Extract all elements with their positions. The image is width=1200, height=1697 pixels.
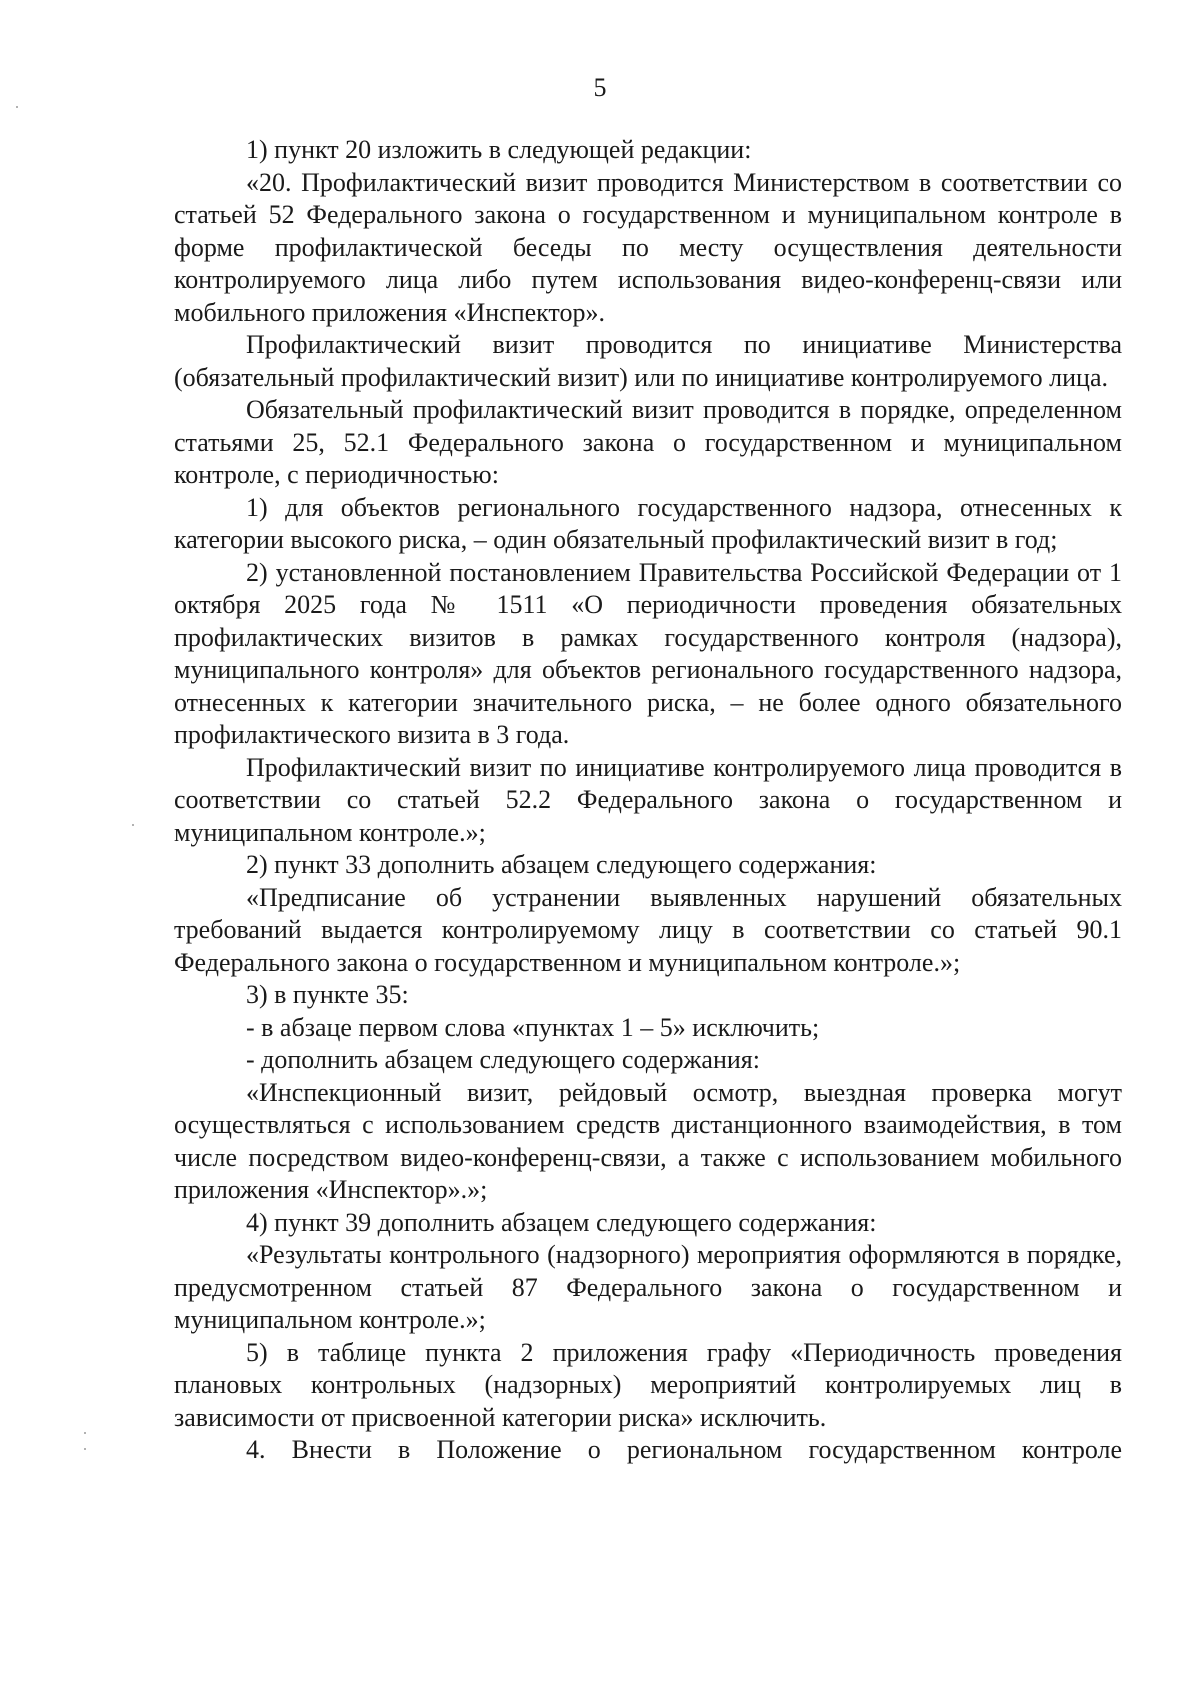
scan-speck (132, 824, 134, 826)
paragraph: 3) в пункте 35: (246, 980, 409, 1009)
paragraph: «Результаты контрольного (надзорного) мероприятия оформляются в порядке, предусмотренном статьей 87 Федерального закона о государственном и муниципальном контроле.»; (174, 1240, 1122, 1334)
paragraph: 5) в таблице пункта 2 приложения графу «Периодичность проведения плановых контрольных (надзорных) мероприятий контролируемых лиц в зависимости от присвоенной категории риска» исключить. (174, 1337, 1122, 1432)
paragraph: - дополнить абзацем следующего содержания: (246, 1045, 760, 1074)
paragraph: 1) пункт 20 изложить в следующей редакции: (246, 135, 752, 164)
paragraph: «Инспекционный визит, рейдовый осмотр, выездная проверка могут осуществляться с использованием средств дистанционного взаимодействия, в том числе посредством видео-конференц-связи, а также с использованием мобильного приложения «Инспектор».»; (174, 1077, 1122, 1204)
document-body (174, 134, 1122, 1467)
paragraph: 1) для объектов регионального государственного надзора, отнесенных к категории высокого риска, – один обязательный профилактический визит в год; (174, 492, 1122, 554)
paragraph: - в абзаце первом слова «пунктах 1 – 5» исключить; (246, 1012, 820, 1042)
paragraph: Профилактический визит по инициативе контролируемого лица проводится в соответствии со статьей 52.2 Федерального закона о государственном и муниципальном контроле.»; (174, 752, 1122, 847)
paragraph: Обязательный профилактический визит проводится в порядке, определенном статьями 25, 52.1 Федерального закона о государственном и муниципальном контроле, с периодичностью: (174, 395, 1122, 489)
paragraph: 2) пункт 33 дополнить абзацем следующего содержания: (246, 850, 877, 879)
scan-speck (16, 106, 18, 108)
scan-speck (84, 1432, 86, 1434)
paragraph: Профилактический визит проводится по инициативе Министерства (обязательный профилактический визит) или по инициативе контролируемого лица. (174, 330, 1122, 392)
paragraph: «Предписание об устранении выявленных нарушений обязательных требований выдается контролируемому лицу в соответствии со статьей 90.1 Федерального закона о государственном и муниципальном контроле.»; (174, 882, 1122, 977)
paragraph: 2) установленной постановлением Правительства Российской Федерации от 1 октября 2025 года № 1511 «О периодичности проведения обязательных профилактических визитов в рамках государственного контроля (надзора), муниципального контроля» для объектов регионального государственного надзора, отнесенных к категории значительного риска, – не более одного обязательного профилактического визита в 3 года. (174, 557, 1122, 749)
page-number: 5 (593, 73, 607, 102)
paragraph: 4) пункт 39 дополнить абзацем следующего содержания: (246, 1207, 877, 1237)
paragraph: «20. Профилактический визит проводится Министерством в соответствии со статьей 52 Федерального закона о государственном и муниципальном контроле в форме профилактической беседы по месту осуществления деятельности контролируемого лица либо путем использования видео-конференц-связи или мобильного приложения «Инспектор». (174, 167, 1122, 327)
scan-speck (84, 1448, 86, 1450)
paragraph-continues: 4. Внести в Положение о региональном государственном контроле (246, 1435, 1122, 1464)
